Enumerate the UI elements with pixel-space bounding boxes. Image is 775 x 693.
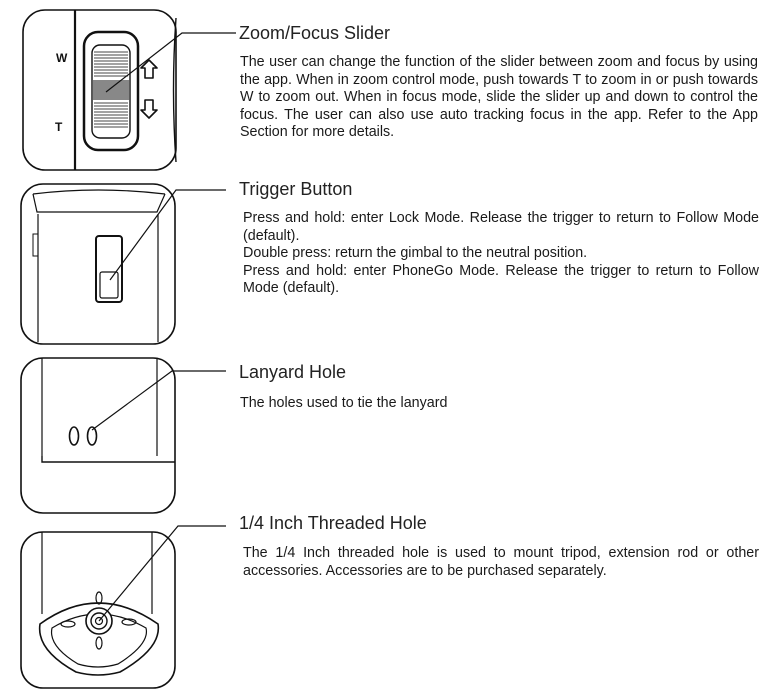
arrow-down-icon [141, 100, 157, 118]
wide-label: W [56, 51, 68, 65]
paragraph: The user can change the function of the slider between zoom and focus by using the app. When in zoom control mode, push towards T to zoom in or push towards W to zoom out. When in focus mode, slide the slider up and down to control the focus. The user can also use auto tracking focus in the app. Refer to the App Section for more details. [240, 54, 758, 141]
lanyard-hole-illustration [0, 350, 240, 520]
section-body [240, 54, 758, 142]
paragraph: The holes used to tie the lanyard [240, 395, 448, 411]
paragraph: Double press: return the gimbal to the neutral position. [243, 245, 588, 262]
threaded-hole-illustration [0, 518, 240, 693]
trigger-button-illustration [0, 176, 240, 346]
section-title: Lanyard Hole [239, 362, 347, 382]
section-body [240, 395, 756, 413]
section-body [243, 545, 759, 580]
tele-label: T [55, 120, 63, 134]
paragraph: Press and hold: enter PhoneGo Mode. Release the trigger to return to Follow Mode (default). [243, 262, 759, 297]
lanyard-hole-left [70, 427, 79, 445]
paragraph: Press and hold: enter Lock Mode. Release the trigger to return to Follow Mode (default). [243, 210, 759, 244]
paragraph: The 1/4 Inch threaded hole is used to mount tripod, extension rod or other accessories. Accessories are to be purchased separately. [243, 545, 759, 579]
zoom-focus-slider-illustration [0, 0, 236, 178]
section-body [243, 210, 759, 298]
section-title: Trigger Button [239, 179, 353, 199]
section-title: Zoom/Focus Slider [239, 23, 391, 43]
section-title: 1/4 Inch Threaded Hole [239, 513, 427, 533]
